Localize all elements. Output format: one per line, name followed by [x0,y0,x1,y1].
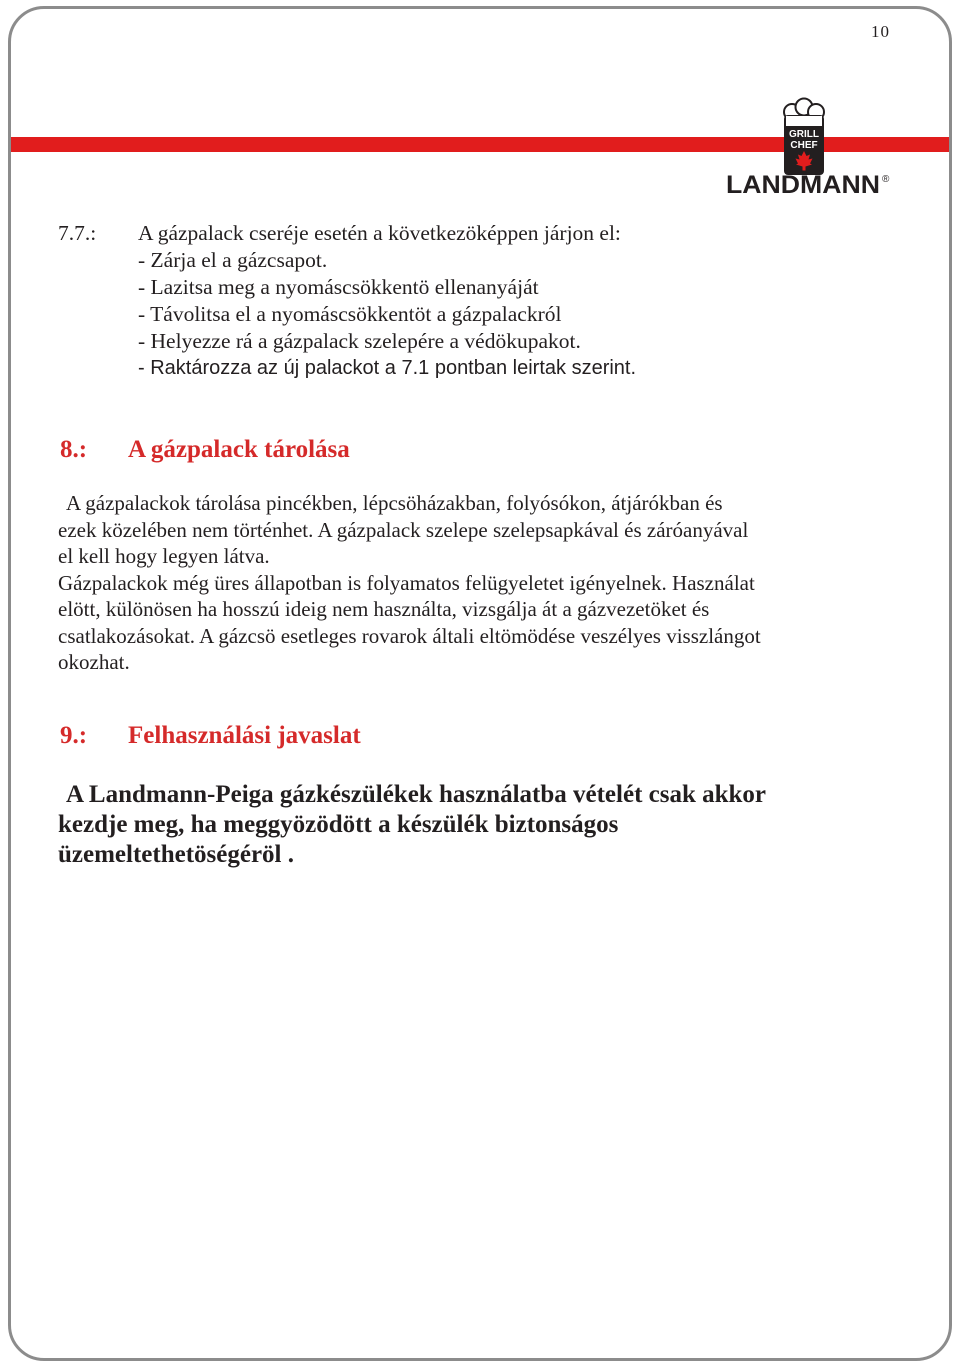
paragraph-line: kezdje meg, ha meggyözödött a készülék biztonságos [58,810,619,838]
paragraph-line: ezek közelében nem történhet. A gázpalack szelepe szelepsapkával és záróanyával [58,517,749,542]
brand-wordmark: LANDMANN [726,171,880,198]
paragraph-line: el kell hogy legyen látva. [58,544,270,568]
registered-mark: ® [882,174,890,185]
grill-label: GRILL [789,129,819,140]
section-9-body [58,780,908,870]
paragraph-line: Gázpalackok még üres állapotban is folyamatos felügyeletet igényelnek. Használat [58,570,755,595]
section-7-7-line: A gázpalack cseréje esetén a következöképpen járjon el: [138,221,621,245]
landmann-grill-chef-logo [724,96,894,198]
page-content [58,220,908,870]
section-8-heading [58,436,908,468]
section-title: A gázpalack tárolása [128,436,350,463]
paragraph-line: okozhat. [58,650,130,674]
paragraph-line: A gázpalackok tárolása pincékben, lépcsöházakban, folyósókon, átjárókban és [66,491,723,515]
section-title: Felhasználási javaslat [128,721,361,749]
section-7-7 [58,220,908,382]
section-8-body [58,490,908,676]
paragraph-line: csatlakozásokat. A gázcsö esetleges rovarok általi eltömödése veszélyes visszlángot [58,623,761,648]
section-7-7-line: - Raktározza az új palackot a 7.1 pontban leirtak szerint. [138,357,637,379]
section-7-7-line: - Helyezze rá a gázpalack szelepére a védökupakot. [138,329,581,353]
section-number: 7.7.: [58,221,97,245]
paragraph-line: A Landmann-Peiga gázkészülékek használatba vételét csak akkor [66,780,767,808]
section-number: 8.: [60,436,88,463]
paragraph-line: üzemeltethetöségéröl . [58,840,294,868]
section-9-heading [58,722,908,754]
section-7-7-line: - Zárja el a gázcsapot. [138,248,328,272]
paragraph-line: elött, különösen ha hosszú ideig nem használta, vizsgálja át a gázvezetöket és [58,597,710,621]
section-number: 9.: [60,721,88,749]
chef-label: CHEF [790,140,818,151]
section-7-7-line: - Távolitsa el a nyomáscsökkentöt a gázpalackról [138,302,562,326]
page-number: 10 [871,22,890,41]
section-7-7-line: - Lazitsa meg a nyomáscsökkentö ellenanyáját [138,275,539,299]
